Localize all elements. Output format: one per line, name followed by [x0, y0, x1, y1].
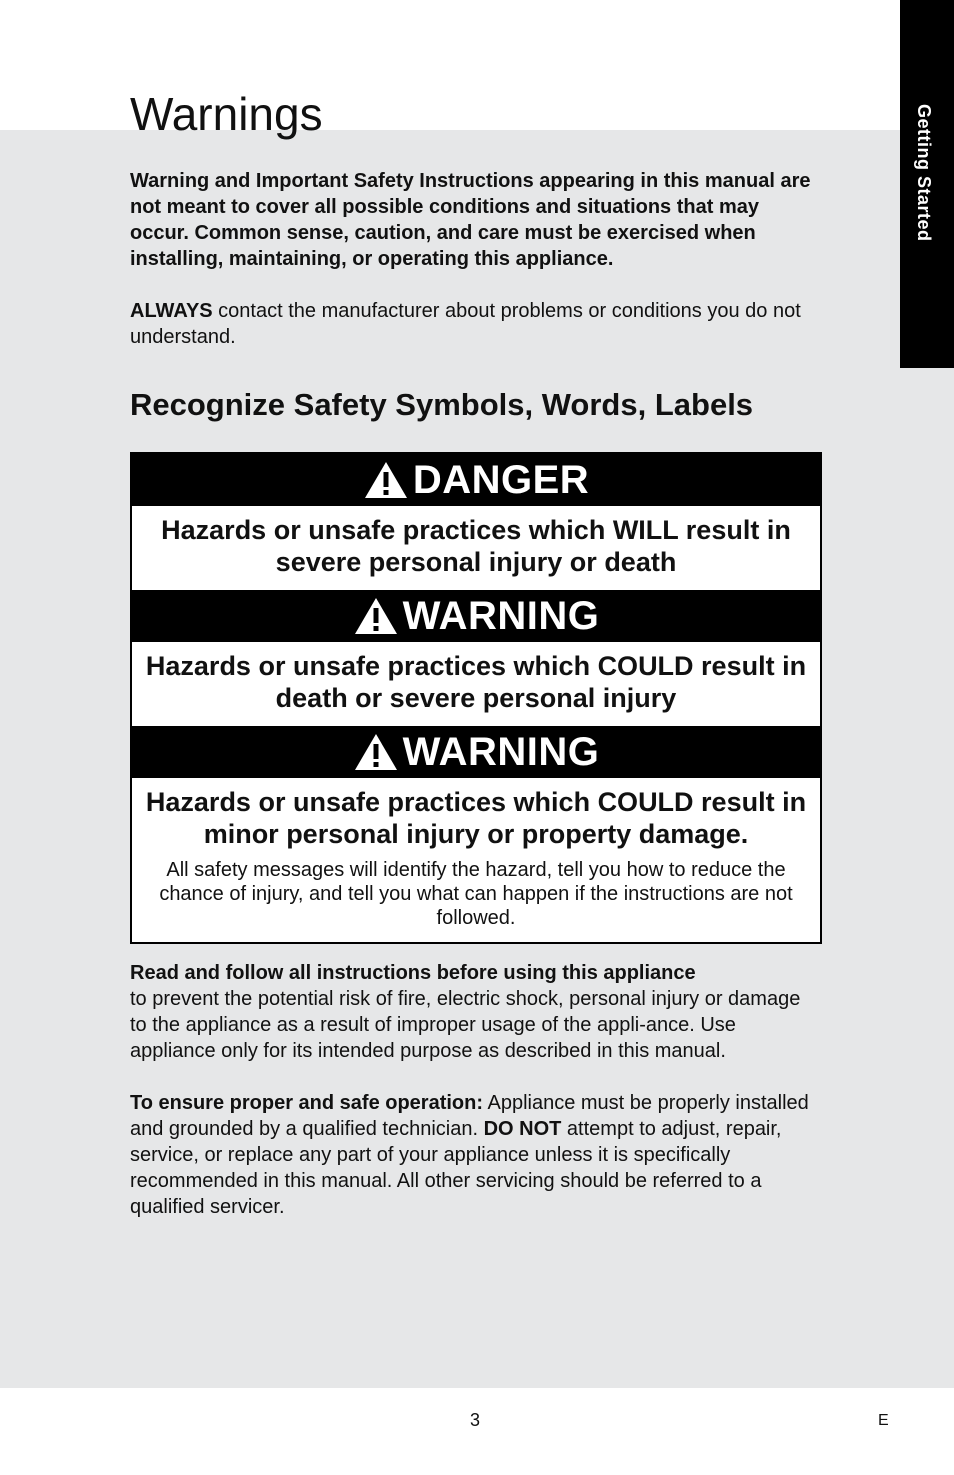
read-follow-heading: Read and follow all instructions before using this appliance [130, 962, 696, 984]
proper-operation-text-2: attempt to adjust, repair, service, or replace any part of your appliance unless it is specifically recommended in this manual. All other servicing should be referred to a qualified servicer. [130, 1118, 782, 1218]
signal-word-danger: DANGER [412, 458, 590, 502]
warning-triangle-icon [353, 596, 399, 636]
proper-operation-text-1: Appliance must be properly installed and grounded by a qualified technician. [130, 1092, 809, 1140]
read-follow-paragraph [130, 960, 822, 1064]
page-number: 3 [470, 1410, 481, 1430]
page-title: Warnings [130, 88, 323, 140]
danger-signal-bar [132, 454, 820, 506]
do-not-emphasis: DO NOT [483, 1118, 562, 1140]
read-follow-text: to prevent the potential risk of fire, electric shock, personal injury or damage to the appliance as a result of improper usage of the appli-ance. Use appliance only for its intended purpose as described in this manual. [130, 988, 801, 1062]
proper-operation-heading: To ensure proper and safe operation: [130, 1092, 484, 1114]
section-tab-label: Getting Started [914, 104, 934, 242]
main-content [130, 168, 822, 1220]
minor-hazard-text: Hazards or unsafe practices which COULD result in minor personal injury or property damage. [145, 787, 807, 849]
section-heading: Recognize Safety Symbols, Words, Labels [130, 387, 754, 422]
warning-triangle-icon [353, 732, 399, 772]
warning-signal-bar [132, 590, 820, 642]
signal-word-warning: WARNING [402, 594, 600, 638]
safety-labels-box [130, 452, 822, 944]
always-paragraph [130, 298, 822, 350]
danger-hazard-text: Hazards or unsafe practices which WILL result in severe personal injury or death [161, 515, 791, 577]
intro-paragraph: Warning and Important Safety Instructions appearing in this manual are not meant to cover all possible conditions and situations that may occur. Common sense, caution, and care must be exercised when installing, maintaining, or operating this appliance. [130, 170, 811, 270]
language-marker: E [878, 1412, 889, 1429]
section-tab [900, 0, 954, 368]
safety-note: All safety messages will identify the hazard, tell you how to reduce the chance of injury, and tell you what can happen if the instructions are not followed. [159, 859, 793, 929]
always-text: contact the manufacturer about problems or conditions you do not understand. [130, 300, 801, 348]
warning-hazard-text: Hazards or unsafe practices which COULD result in death or severe personal injury [145, 651, 807, 713]
always-emphasis: ALWAYS [130, 300, 213, 322]
proper-operation-paragraph [130, 1090, 822, 1220]
warning-signal-bar-minor [132, 726, 820, 778]
warning-triangle-icon [363, 460, 409, 500]
signal-word-warning-minor: WARNING [402, 730, 600, 774]
